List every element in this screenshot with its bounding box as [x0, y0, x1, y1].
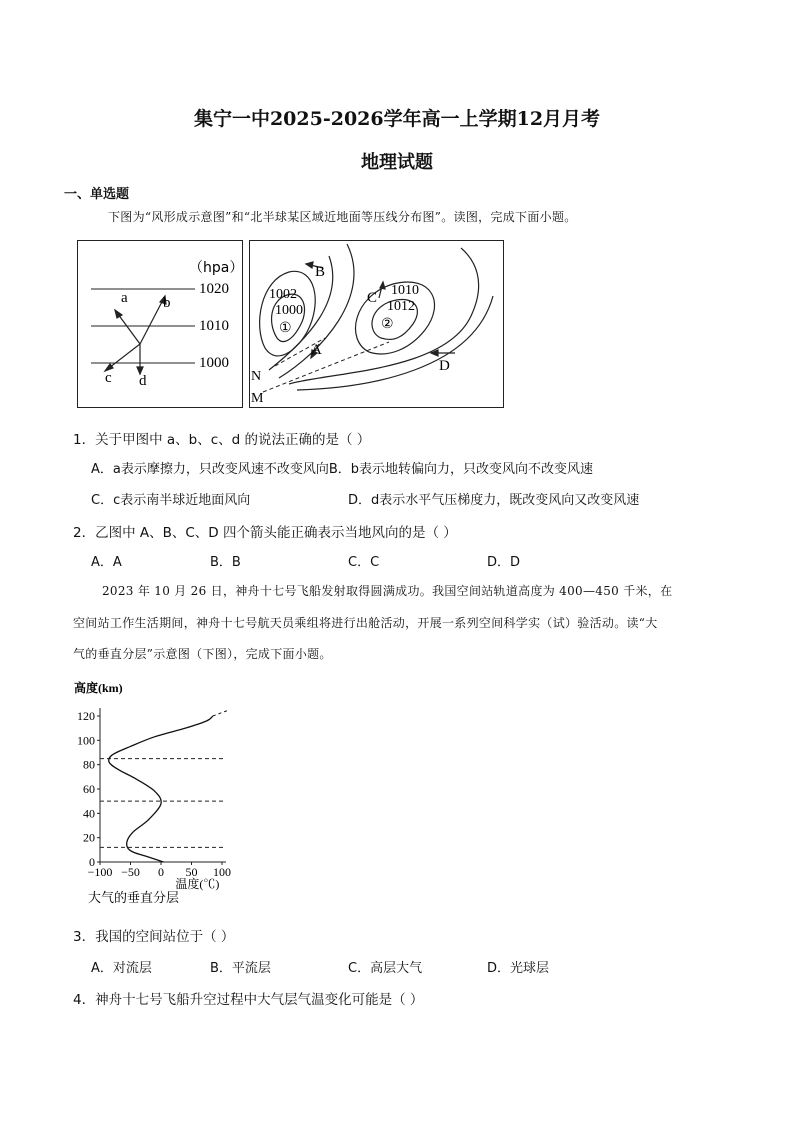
question-4-stem: 4．神舟十七号飞船升空过程中大气层气温变化可能是（ ） [73, 992, 424, 1008]
isobar-value: 1012 [387, 299, 415, 314]
intro-text-1: 下图为“风形成示意图”和“北半球某区域近地面等压线分布图”。读图，完成下面小题。 [108, 210, 577, 224]
intro-text-2-line3: 气的垂直分层”示意图（下图），完成下面小题。 [73, 647, 332, 661]
arrow-label-c: C [367, 290, 378, 306]
y-tick-label: 20 [83, 830, 95, 845]
question-1-option-ab: A．a表示摩擦力，只改变风速不改变风向B．b表示地转偏向力，只改变风向不改变风速 [91, 462, 594, 477]
exam-title: 集宁一中2025-2026学年高一上学期12月月考 [193, 108, 601, 130]
arrow-label-a: A [311, 342, 322, 358]
arrow-label: c [105, 370, 112, 386]
question-3-option-c: C．高层大气 [348, 961, 423, 976]
temperature-curve-extension [213, 710, 229, 716]
figure-yi [249, 240, 504, 408]
question-3-option-a: A．对流层 [91, 961, 152, 976]
isobar-label: 1000 [199, 355, 229, 371]
intro-text-2-line1: 2023 年 10 月 26 日，神舟十七号飞船发射取得圆满成功。我国空间站轨道高度为 400—450 千米，在 [102, 584, 673, 598]
unit-label: （hpa） [189, 260, 243, 276]
question-2-stem: 2．乙图中 A、B、C、D 四个箭头能正确表示当地风向的是（ ） [73, 525, 457, 541]
question-2-option-c: C．C [348, 555, 380, 570]
question-2-option-b: B．B [210, 555, 241, 570]
dashed-line-m [263, 342, 389, 392]
y-tick-label: 60 [83, 782, 95, 796]
question-3-option-b: B．平流层 [210, 961, 271, 976]
arrow-label: d [139, 373, 147, 389]
isobar-value: 1000 [275, 303, 303, 318]
isobar-label: 1020 [199, 281, 229, 297]
x-tick-label: 50 [185, 865, 198, 879]
x-axis-label: 温度(℃) [175, 877, 220, 891]
x-tick-label: −50 [121, 865, 140, 879]
point-label-n: N [251, 369, 262, 384]
chart-caption: 大气的垂直分层 [88, 890, 180, 905]
y-tick-label: 40 [83, 806, 95, 821]
arrow-label-d: D [439, 358, 450, 374]
arrow-b [140, 296, 165, 344]
point-label-m: M [251, 391, 264, 406]
question-2-option-d: D．D [487, 555, 521, 570]
y-tick-label: 80 [83, 757, 95, 772]
y-tick-label: 0 [89, 855, 95, 869]
atmosphere-chart [66, 678, 256, 910]
isobar-value: 1010 [391, 283, 419, 298]
x-tick-label: 0 [158, 865, 164, 879]
x-tick-label: 100 [213, 865, 231, 879]
question-1-stem: 1．关于甲图中 a、b、c、d 的说法正确的是（ ） [73, 432, 371, 448]
y-tick-label: 120 [77, 709, 95, 723]
intro-text-2-line2: 空间站工作生活期间，神舟十七号航天员乘组将进行出舱活动，开展一系列空间科学实（试）验活动。读“大 [73, 616, 658, 630]
center-label: ① [279, 321, 292, 336]
figure-jia [77, 240, 243, 408]
question-3-stem: 3．我国的空间站位于（ ） [73, 929, 235, 945]
section-heading: 一、单选题 [64, 187, 130, 202]
y-axis-label: 高度(km) [74, 681, 123, 695]
exam-subtitle: 地理试题 [361, 152, 433, 173]
question-2-option-a: A．A [91, 555, 122, 570]
y-tick-label: 100 [77, 733, 95, 748]
isobar-value: 1002 [269, 287, 297, 302]
arrow-label: b [163, 295, 171, 311]
arrow-label-b: B [315, 264, 326, 280]
temperature-curve [109, 716, 213, 862]
question-3-option-d: D．光球层 [487, 961, 550, 976]
question-1-option-d: D．d表示水平气压梯度力，既改变风向又改变风速 [348, 493, 640, 508]
isobar-label: 1010 [199, 318, 229, 334]
arrow-label: a [121, 290, 128, 306]
center-label: ② [381, 317, 394, 332]
question-1-option-c: C．c表示南半球近地面风向 [91, 493, 251, 508]
x-tick-label: −100 [87, 865, 113, 879]
